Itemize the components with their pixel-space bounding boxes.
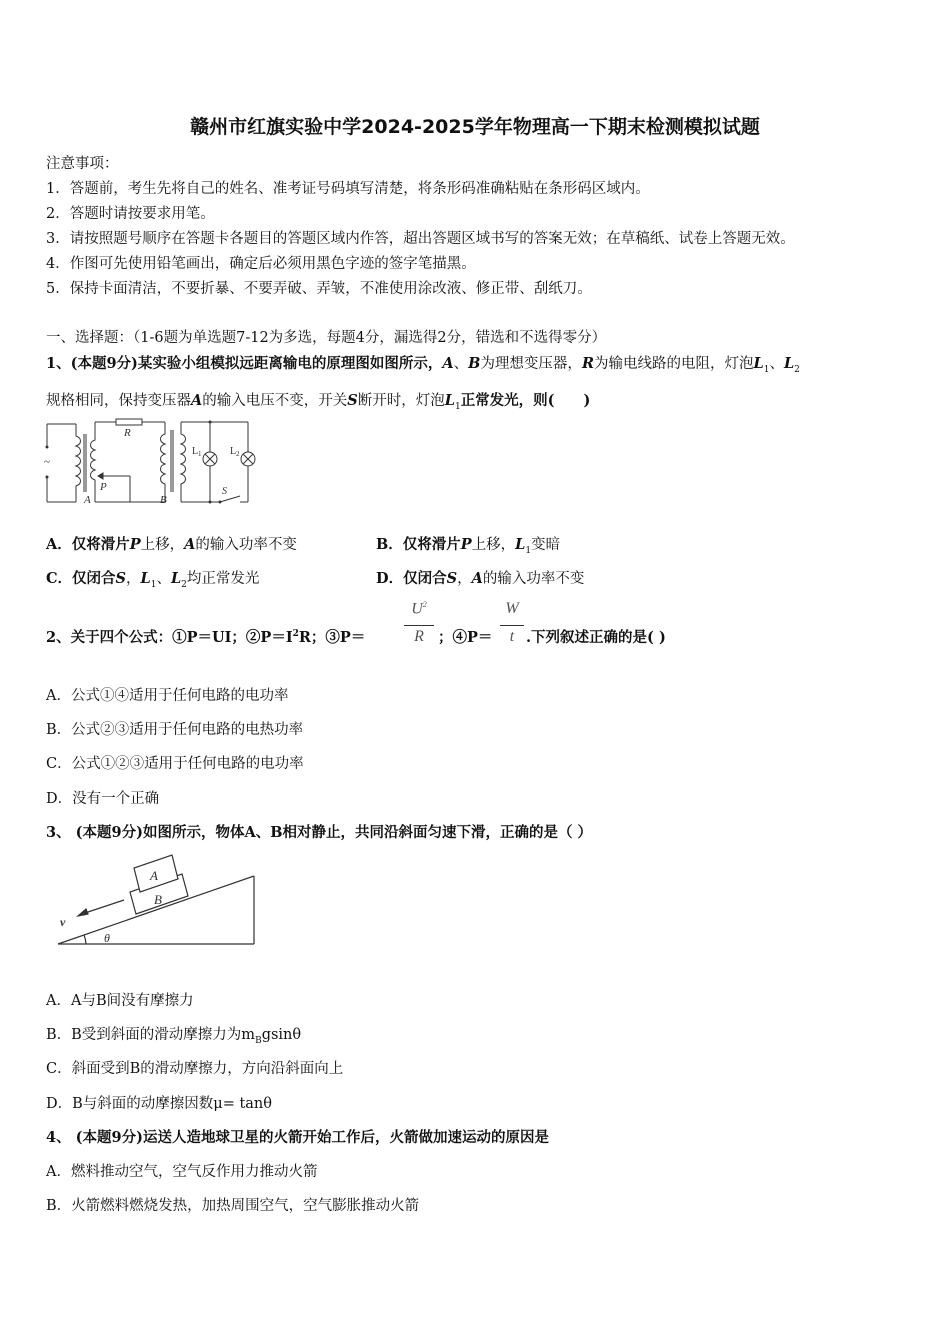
q1-optB-text3: 变暗 [531,537,561,553]
q2-frac4-bar [500,625,524,626]
q1-var-S: S [347,392,358,409]
q1-optB-text2: 上移， [471,537,516,553]
q2-option-b: B．公式②③适用于任何电路的电热功率 [46,722,304,738]
notice-heading: 注意事项： [46,156,119,172]
velocity-label: v [60,915,66,929]
page-title: 赣州市红旗实验中学2024-2025学年物理高一下期末检测模拟试题 [190,116,760,138]
q1-optB-text1: B．仅将滑片 [376,536,461,553]
q3-optB-sub: B [255,1035,262,1046]
slider-label: P [100,481,107,493]
q1-optB-sub: 1 [525,545,532,556]
q1-optC-text4: 均正常发光 [186,571,260,587]
q3-option-d: D．B与斜面的动摩擦因数μ= tanθ [46,1096,273,1112]
q1-sep2: 、 [769,356,784,372]
q1-optA-text3: 的输入功率不变 [195,537,297,553]
q4-option-a: A．燃料推动空气，空气反作用力推动火箭 [46,1164,318,1180]
q1-optC-var-L2: L [170,570,182,587]
q1-var-B: B [468,355,481,372]
q1-optD-var-A: A [471,570,483,587]
circuit-diagram [40,416,260,508]
q2-frac3-bar [404,625,434,626]
angle-label: θ [104,931,110,945]
q3-option-b [46,1023,301,1046]
transformer-a-label: A [84,494,91,506]
q1-sep: 、 [453,356,469,372]
q1-sub-1: 1 [763,364,770,375]
q1-optC-var-S: S [115,570,127,587]
q1-optC-sub1: 1 [150,579,157,590]
q1-optA-var-P: P [129,536,141,553]
q2-stem-text1: 2、关于四个公式：①P＝UI；②P＝I [46,629,293,646]
q1-optD-var-S: S [446,570,458,587]
q1-option-d [376,567,584,588]
ac-source-label: ~ [44,456,50,468]
q1-optB-var-P: P [460,536,472,553]
notice-item-1: 1．答题前，考生先将自己的姓名、准考证号码填写清楚，将条形码准确粘贴在条形码区域内。 [46,181,650,197]
notice-item-4: 4．作图可先使用铅笔画出，确定后必须用黑色字迹的签字笔描黑。 [46,256,476,272]
q1-optA-text2: 上移， [140,537,185,553]
q1-stem-line2 [46,389,590,412]
q1-stem-text4: 规格相同，保持变压器 [46,393,191,409]
q1-stem-text3: 为输电线路的电阻，灯泡 [594,356,754,372]
q1-option-c [46,567,259,590]
q1-sub-2: 2 [794,364,800,375]
notice-item-2: 2．答题时请按要求用笔。 [46,206,215,222]
q3-stem: 3、 (本题9分)如图所示，物体A、B相对静止，共同沿斜面匀速下滑，正确的是（ ） [46,824,592,841]
q1-optC-text2: ， [126,571,141,587]
block-b-label: B [154,892,162,907]
q3-optB-text2: gsinθ [261,1027,302,1043]
notice-item-5: 5．保持卡面清洁，不要折暴、不要弄破、弄皱，不准使用涂改液、修正带、刮纸刀。 [46,281,592,297]
q3-option-a: A．A与B间没有摩擦力 [46,993,194,1009]
q2-frac3-sup: 2 [422,600,427,609]
transformer-b-label: B [160,494,167,506]
q1-var-L1b: L [444,392,455,409]
q1-option-a [46,533,297,554]
lamp2-label: L [230,446,237,457]
q2-frac3-num: U [411,600,423,618]
q4-option-b: B．火箭燃料燃烧发热，加热周围空气，空气膨胀推动火箭 [46,1198,420,1214]
q2-option-a: A．公式①④适用于任何电路的电功率 [46,688,289,704]
q1-optB-var-L: L [515,536,526,553]
q3-option-c: C．斜面受到B的滑动摩擦力，方向沿斜面向上 [46,1061,344,1077]
q1-optD-text3: 的输入功率不变 [482,571,585,587]
block-a-label: A [150,868,158,883]
q2-option-d: D．没有一个正确 [46,791,160,807]
q1-var-A2: A [191,392,203,409]
q2-frac4-denominator: t [509,628,515,645]
q1-var-A: A [442,355,454,372]
section-heading: 一、选择题：（1-6题为单选题7-12为多选，每题4分，漏选得2分，错选和不选得零分） [46,330,607,346]
q2-stem-sup: 2 [292,629,299,640]
q1-stem-text6: 断开时，灯泡 [357,393,445,409]
q3-optB-text1: B．B受到斜面的滑动摩擦力为m [46,1027,256,1043]
q2-frac4-numerator: W [505,600,519,617]
resistor-label: R [124,427,131,439]
q1-option-b [376,533,560,556]
q2-stem-part3: .下列叙述正确的是( ) [526,629,666,646]
q1-optD-text2: ， [457,571,472,587]
q2-stem-part2: ；④P＝ [438,629,493,646]
lamp1-label-sub: 1 [198,450,202,458]
notice-item-3: 3．请按照题号顺序在答题卡各题目的答题区域内作答，超出答题区域书写的答案无效；在草稿纸、试卷上答题无效。 [46,231,795,247]
q1-optC-sub2: 2 [181,579,187,590]
q1-stem-text5: 的输入电压不变，开关 [202,393,348,409]
q1-stem-line1 [46,352,800,375]
q1-stem-text2: 为理想变压器， [480,356,582,372]
q1-optD-text1: D．仅闭合 [376,570,447,587]
q1-optA-var-A: A [184,536,196,553]
q1-optC-text1: C．仅闭合 [46,570,116,587]
q1-optC-text3: 、 [156,571,171,587]
q1-optA-text1: A．仅将滑片 [46,536,130,553]
q1-stem-text1: 1、(本题9分)某实验小组模拟远距离输电的原理图如图所示， [46,355,443,372]
q1-optC-var-L1: L [140,570,151,587]
q1-var-L1: L [753,355,764,372]
switch-label: S [222,486,227,497]
q2-stem-text2: R；③P＝ [298,629,366,646]
q1-sub-1b: 1 [454,401,461,412]
q1-var-L2: L [783,355,795,372]
q2-option-c: C．公式①②③适用于任何电路的电功率 [46,756,304,772]
q2-stem-part1 [46,626,365,647]
q1-var-R: R [581,355,594,372]
incline-diagram [50,850,260,950]
q4-stem: 4、 (本题9分)运送人造地球卫星的火箭开始工作后，火箭做加速运动的原因是 [46,1129,549,1146]
lamp1-label: L [192,446,199,457]
q2-frac3-numerator [404,600,434,618]
q2-frac3-denominator: R [414,628,424,645]
q1-stem-text7: 正常发光，则( ) [460,392,591,409]
lamp2-label-sub: 2 [236,450,240,458]
